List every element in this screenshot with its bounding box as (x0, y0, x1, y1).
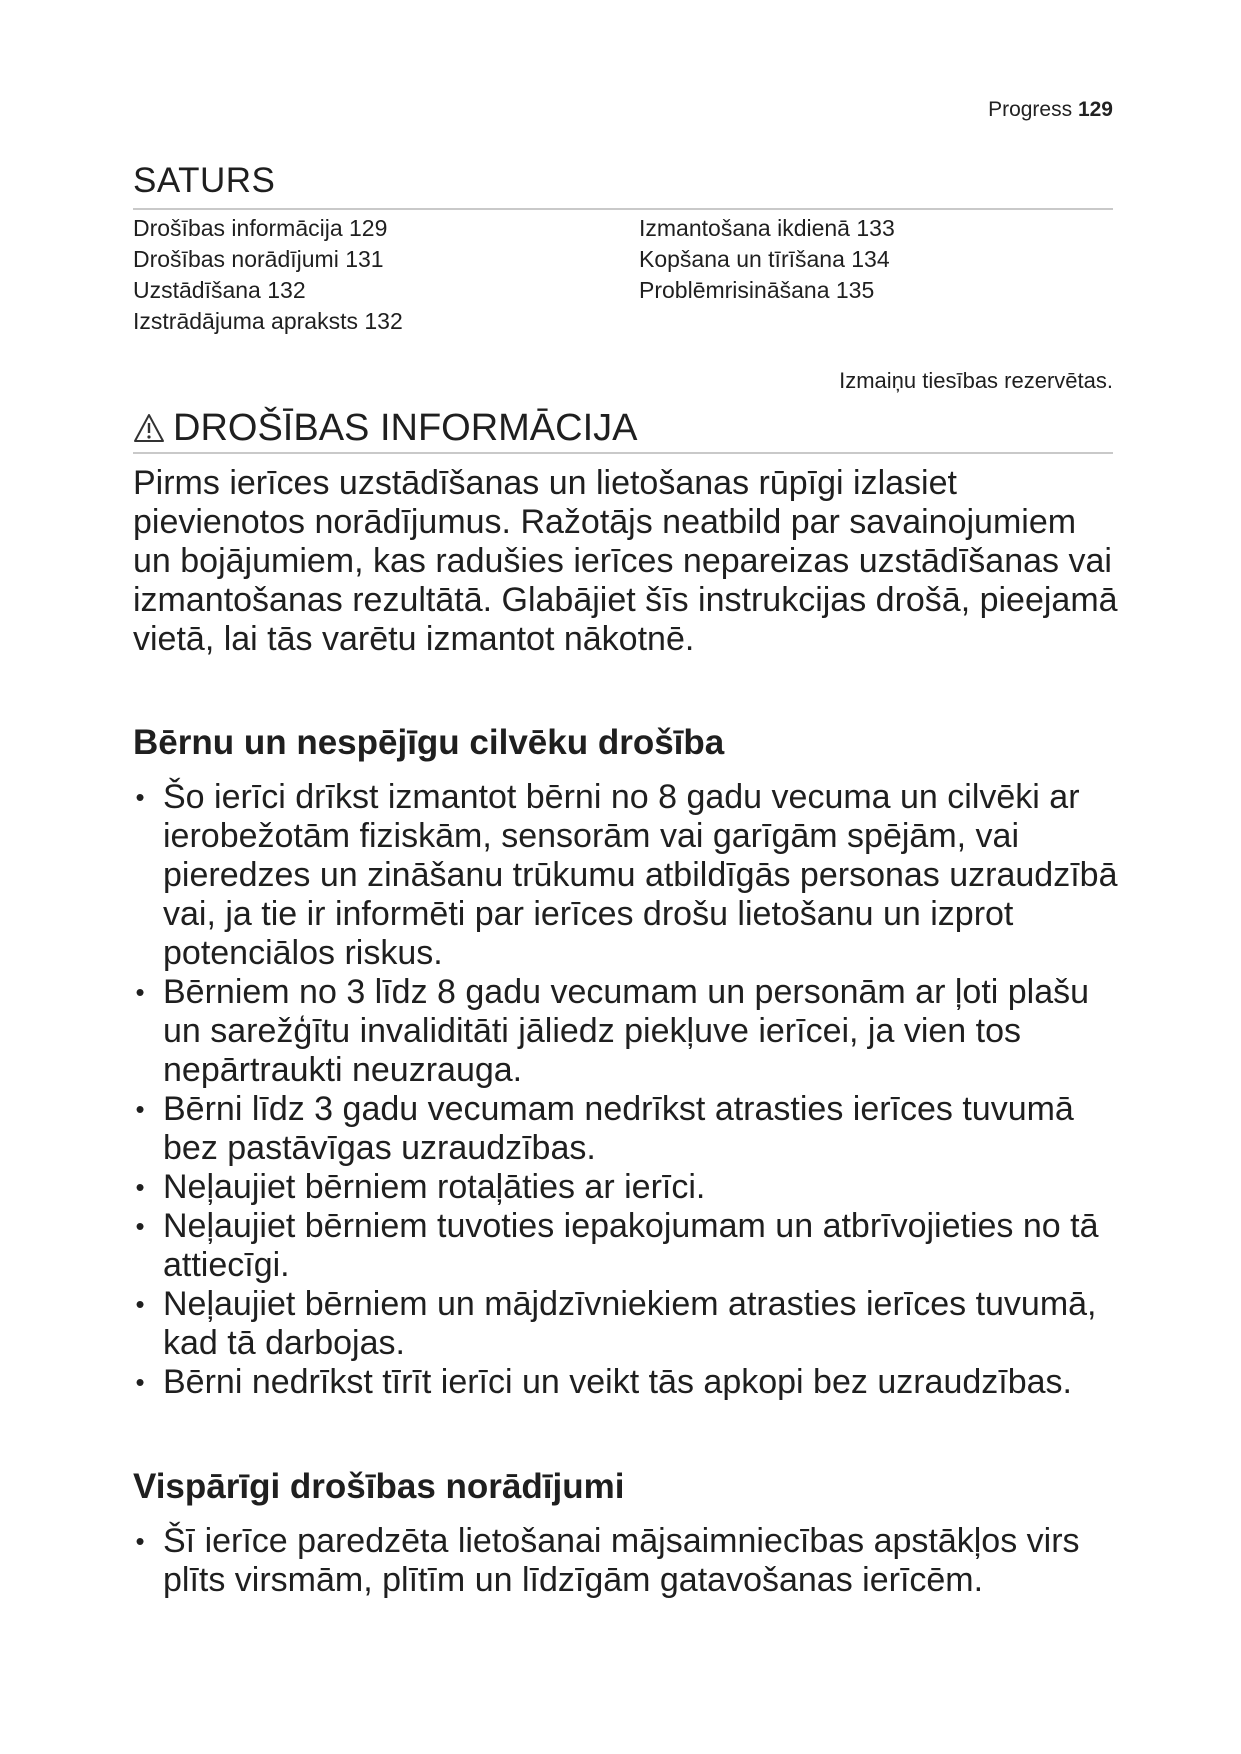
safety-intro: Pirms ierīces uzstādīšanas un lietošanas rūpīgi izlasiet pievienotos norādījumus. Ražotājs neatbild par savainojumiem un bojājumiem, kas radušies ierīces nepareizas uzstādīšanas vai izmantošanas rezultātā. Glabājiet šīs instrukcijas drošā, pieejamā vietā, lai tās varētu izmantot nākotnē. (133, 464, 1118, 658)
toc-title: SATURS (133, 161, 276, 200)
children-safety-list (133, 778, 1133, 1402)
toc-entry: Kopšana un tīrīšana 134 (639, 246, 890, 272)
list-item (133, 1363, 1133, 1402)
toc-entry: Izmantošana ikdienā 133 (639, 215, 895, 241)
list-item (133, 778, 1133, 973)
safety-divider (133, 452, 1113, 454)
toc-divider (133, 208, 1113, 210)
general-safety-list (133, 1522, 1133, 1600)
list-item (133, 1285, 1133, 1363)
safety-section-title (133, 405, 638, 451)
safety-title-text: DROŠĪBAS INFORMĀCIJA (173, 407, 638, 449)
bullet-dot: • (135, 1526, 145, 1556)
brand-name: Progress (988, 98, 1073, 121)
running-header (988, 98, 1113, 122)
list-item-text: Bērni līdz 3 gadu vecumam nedrīkst atrasties ierīces tuvumā bez pastāvīgas uzraudzības. (163, 1090, 1074, 1167)
bullet-dot: • (135, 1094, 145, 1124)
list-item (133, 1207, 1133, 1285)
bullet-dot: • (135, 1211, 145, 1241)
bullet-dot: • (135, 977, 145, 1007)
list-item-text: Neļaujiet bērniem un mājdzīvniekiem atrasties ierīces tuvumā, kad tā darbojas. (163, 1285, 1097, 1362)
manual-page (133, 0, 1118, 1754)
list-item-text: Šo ierīci drīkst izmantot bērni no 8 gadu vecuma un cilvēki ar ierobežotām fiziskām, sensorām vai garīgām spējām, vai pieredzes un zināšanu trūkumu atbildīgās personas uzraudzībā vai, ja tie ir informēti par ierīces drošu lietošanu un izprot potenciālos riskus. (163, 778, 1118, 972)
toc-right-column (639, 213, 895, 306)
bullet-dot: • (135, 1172, 145, 1202)
list-item-text: Bērni nedrīkst tīrīt ierīci un veikt tās apkopi bez uzraudzības. (163, 1363, 1072, 1401)
bullet-dot: • (135, 782, 145, 812)
children-safety-heading: Bērnu un nespējīgu cilvēku drošība (133, 723, 725, 762)
page-number: 129 (1077, 98, 1113, 121)
bullet-dot: • (135, 1367, 145, 1397)
list-item (133, 973, 1133, 1090)
toc-entry: Drošības norādījumi 131 (133, 246, 384, 272)
toc-entry: Problēmrisināšana 135 (639, 277, 875, 303)
list-item-text: Neļaujiet bērniem rotaļāties ar ierīci. (163, 1168, 706, 1206)
toc-entry: Izstrādājuma apraksts 132 (133, 308, 403, 334)
bullet-dot: • (135, 1289, 145, 1319)
toc-entry: Drošības informācija 129 (133, 215, 388, 241)
list-item (133, 1168, 1133, 1207)
list-item (133, 1090, 1133, 1168)
list-item-text: Bērniem no 3 līdz 8 gadu vecumam un personām ar ļoti plašu un sarežģītu invaliditāti jāliedz piekļuve ierīcei, ja vien tos nepārtraukti neuzrauga. (163, 973, 1090, 1089)
general-safety-heading: Vispārīgi drošības norādījumi (133, 1467, 625, 1506)
list-item-text: Neļaujiet bērniem tuvoties iepakojumam un atbrīvojieties no tā attiecīgi. (163, 1207, 1099, 1284)
toc-left-column (133, 213, 403, 337)
toc-entry: Uzstādīšana 132 (133, 277, 306, 303)
list-item (133, 1522, 1133, 1600)
rights-note: Izmaiņu tiesības rezervētas. (839, 368, 1113, 393)
warning-triangle-icon (133, 413, 165, 443)
list-item-text: Šī ierīce paredzēta lietošanai mājsaimniecības apstākļos virs plīts virsmām, plītīm un līdzīgām gatavošanas ierīcēm. (163, 1522, 1080, 1599)
